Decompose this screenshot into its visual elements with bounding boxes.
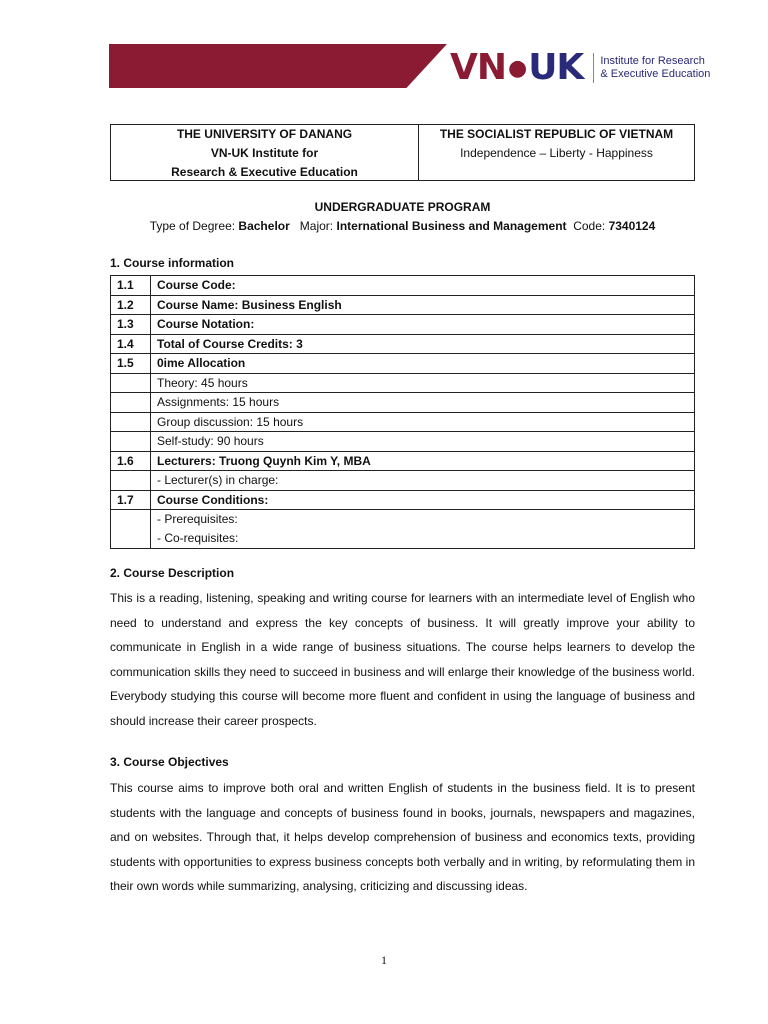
- table-row: [111, 315, 695, 335]
- logo-vn: VN: [450, 47, 506, 88]
- row-number: 1.2: [111, 295, 151, 315]
- section1-heading: 1. Course information: [110, 256, 235, 270]
- row-text: [151, 510, 695, 549]
- row-text: Total of Course Credits: 3: [151, 334, 695, 354]
- header-table: [110, 124, 695, 181]
- prerequisites-label: - Prerequisites:: [157, 512, 238, 526]
- row-number: [111, 510, 151, 549]
- table-row: [111, 471, 695, 491]
- table-row: [111, 354, 695, 374]
- section2-heading: 2. Course Description: [110, 566, 235, 580]
- header-left-cell: [111, 125, 419, 180]
- course-info-table: [110, 275, 695, 549]
- code-value: 7340124: [608, 219, 656, 233]
- row-number: 1.1: [111, 276, 151, 296]
- row-number: 1.4: [111, 334, 151, 354]
- row-number: 1.7: [111, 490, 151, 510]
- row-text: Course Conditions:: [151, 490, 695, 510]
- header-right-cell: [419, 125, 694, 180]
- table-row: [111, 451, 695, 471]
- row-text: 0ime Allocation: [151, 354, 695, 374]
- row-text: Theory: 45 hours: [151, 373, 695, 393]
- table-row: [111, 295, 695, 315]
- row-number: [111, 373, 151, 393]
- major-value: International Business and Management: [336, 219, 567, 233]
- institute-name: VN-UK Institute for: [210, 146, 319, 160]
- table-row: [111, 490, 695, 510]
- row-number: 1.6: [111, 451, 151, 471]
- logo-subtitle: [600, 55, 710, 81]
- row-number: [111, 471, 151, 491]
- university-name: THE UNIVERSITY OF DANANG: [176, 127, 353, 141]
- country-name: THE SOCIALIST REPUBLIC OF VIETNAM: [439, 127, 674, 141]
- logo-subtitle-line1: Institute for Research: [600, 55, 705, 67]
- program-title: UNDERGRADUATE PROGRAM: [314, 200, 491, 214]
- row-number: [111, 412, 151, 432]
- row-text: Lecturers: Truong Quynh Kim Y, MBA: [151, 451, 695, 471]
- table-row: [111, 393, 695, 413]
- table-row: [111, 510, 695, 549]
- table-row: [111, 373, 695, 393]
- country-motto: Independence – Liberty - Happiness: [460, 146, 653, 160]
- row-number: [111, 393, 151, 413]
- table-row: [111, 412, 695, 432]
- table-row: [111, 334, 695, 354]
- corequisites-label: - Co-requisites:: [157, 531, 239, 545]
- table-row: [111, 432, 695, 452]
- section2-body: This is a reading, listening, speaking and writing course for learners with an intermediate level of English who need to understand and express the key concepts of business. It will greatly improve your ability to communicate in English in a wide range of business situations. The course helps learners to develop the communication skills they need to succeed in business and will enlarge their knowledge of the business world. Everybody studying this course will become more fluent and confident in using the language of business and should increase their career prospects.: [110, 591, 695, 728]
- degree-value: Bachelor: [238, 219, 290, 233]
- logo-divider: [593, 53, 594, 83]
- program-details: [110, 219, 695, 233]
- page-number: 1: [381, 953, 387, 967]
- logo-uk: UK: [528, 47, 584, 88]
- row-text: Self-study: 90 hours: [151, 432, 695, 452]
- row-number: [111, 432, 151, 452]
- code-label: Code:: [573, 219, 609, 233]
- header-band: [109, 44, 447, 88]
- row-text: Group discussion: 15 hours: [151, 412, 695, 432]
- degree-label: Type of Degree:: [149, 219, 239, 233]
- section3-heading: 3. Course Objectives: [110, 755, 229, 769]
- institute-subname: Research & Executive Education: [171, 165, 358, 179]
- row-number: 1.3: [111, 315, 151, 335]
- row-text: Course Name: Business English: [151, 295, 695, 315]
- major-label: Major:: [299, 219, 337, 233]
- vnuk-logo: [450, 48, 710, 88]
- row-text: Assignments: 15 hours: [151, 393, 695, 413]
- row-text: Course Code:: [151, 276, 695, 296]
- logo-dot-icon: ●: [508, 56, 527, 81]
- section3-body: This course aims to improve both oral and written English of students in the business field. It is to present students with the language and concepts of business found in books, journals, newspapers and magazines, and on websites. Through that, it helps develop comprehension of business and economics texts, providing students with opportunities to express business concepts both verbally and in writing, by reformulating them in their own words while summarizing, analysing, criticizing and discussing ideas.: [110, 781, 695, 893]
- row-number: 1.5: [111, 354, 151, 374]
- logo-wordmark: [450, 47, 584, 88]
- table-row: [111, 276, 695, 296]
- row-text: - Lecturer(s) in charge:: [151, 471, 695, 491]
- logo-subtitle-line2: & Executive Education: [600, 68, 711, 80]
- row-text: Course Notation:: [151, 315, 695, 335]
